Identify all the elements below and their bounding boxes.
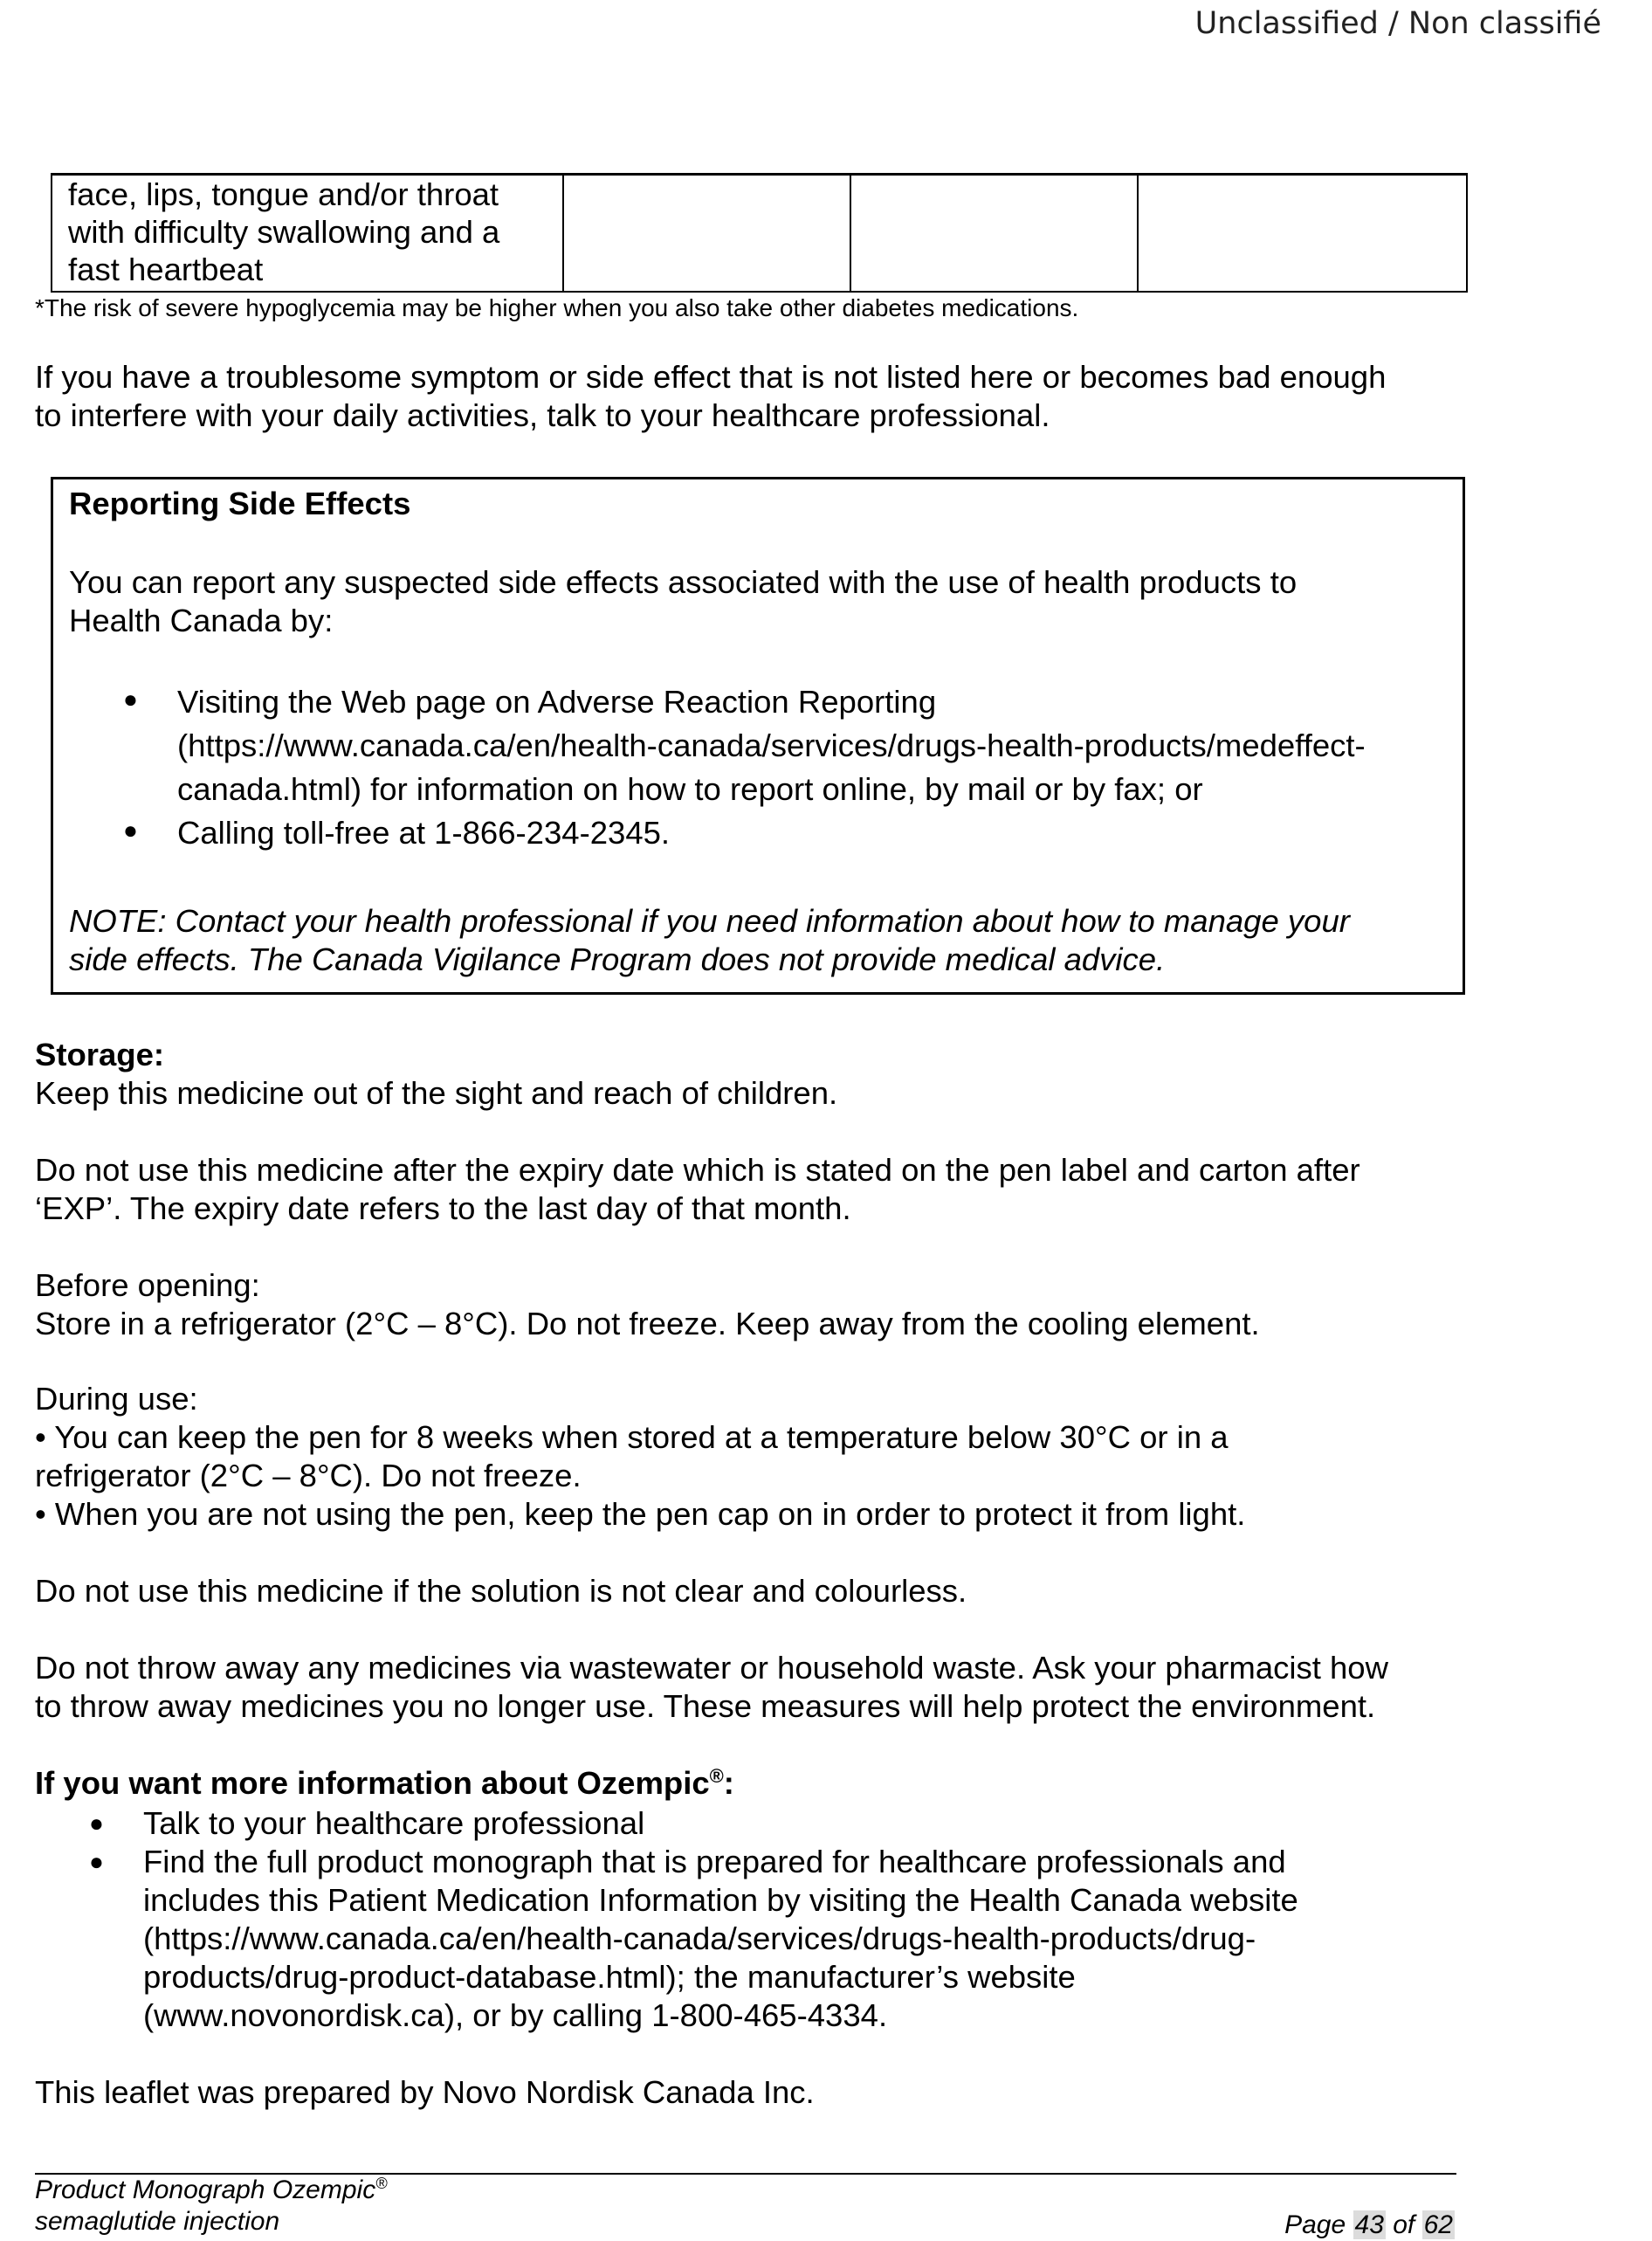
intro-line: If you have a troublesome symptom or side effect that is not listed here or becomes bad enough	[35, 359, 1387, 395]
storage-waste-line: to throw away medicines you no longer use. These measures will help protect the environment.	[35, 1688, 1376, 1724]
more-info-heading	[35, 1764, 1467, 1803]
intro-line: to interfere with your daily activities, talk to your healthcare professional.	[35, 397, 1050, 433]
during-use-line: • You can keep the pen for 8 weeks when stored at a temperature below 30°C or in a	[35, 1419, 1229, 1455]
during-use-section	[35, 1380, 1467, 1534]
bullet-icon: ●	[123, 686, 138, 713]
bullet-icon: ●	[89, 1848, 104, 1875]
reporting-note-line: NOTE: Contact your health professional if you need information about how to manage your	[69, 903, 1350, 939]
registered-mark: ®	[375, 2175, 388, 2192]
table-cell	[563, 175, 850, 293]
symptom-cell	[52, 175, 563, 293]
page-current: 43	[1354, 2210, 1384, 2239]
storage-waste-paragraph	[35, 1649, 1467, 1726]
list-item-line: Talk to your healthcare professional	[143, 1805, 645, 1841]
during-use-line: refrigerator (2°C – 8°C). Do not freeze.	[35, 1458, 582, 1493]
list-item-line: products/drug-product-database.html); the manufacturer’s website	[143, 1959, 1076, 1995]
before-opening-text: Store in a refrigerator (2°C – 8°C). Do not freeze. Keep away from the cooling element.	[35, 1306, 1260, 1341]
symptom-line: fast heartbeat	[68, 252, 264, 287]
storage-heading: Storage:	[35, 1037, 165, 1072]
page-of-label: of	[1393, 2210, 1415, 2239]
footer-product-line: semaglutide injection	[35, 2207, 280, 2236]
registered-mark: ®	[709, 1764, 724, 1787]
storage-expiry-paragraph	[35, 1151, 1467, 1228]
reporting-side-effects-box	[51, 477, 1465, 995]
storage-keep-text: Keep this medicine out of the sight and reach of children.	[35, 1075, 838, 1111]
reporting-title: Reporting Side Effects	[69, 486, 411, 521]
during-use-line: • When you are not using the pen, keep the pen cap on in order to protect it from light.	[35, 1496, 1246, 1532]
more-info-heading-colon: :	[723, 1765, 734, 1801]
classification-label: Unclassified / Non classifié	[1194, 6, 1601, 41]
table-cell	[1138, 175, 1467, 293]
list-item-line: canada.html) for information on how to report online, by mail or by fax; or	[177, 771, 1203, 807]
bullet-icon: ●	[89, 1810, 104, 1837]
storage-waste-line: Do not throw away any medicines via wastewater or household waste. Ask your pharmacist how	[35, 1650, 1388, 1686]
footer-product-line	[35, 2175, 387, 2206]
bullet-icon: ●	[123, 817, 138, 844]
reporting-note-line: side effects. The Canada Vigilance Program does not provide medical advice.	[69, 941, 1166, 977]
storage-expiry-line: Do not use this medicine after the expiry date which is stated on the pen label and carton after	[35, 1152, 1360, 1188]
page-label: Page	[1284, 2210, 1346, 2239]
footer-product-name: Product Monograph Ozempic	[35, 2175, 376, 2204]
list-item-line: Calling toll-free at 1-866-234-2345.	[177, 815, 671, 851]
during-use-label: During use:	[35, 1381, 198, 1417]
list-item-line: (www.novonordisk.ca), or by calling 1-800-465-4334.	[143, 1997, 888, 2033]
list-item-line: Find the full product monograph that is prepared for healthcare professionals and	[143, 1844, 1286, 1879]
footer-page-number	[1284, 2210, 1455, 2241]
prepared-by-text: This leaflet was prepared by Novo Nordisk Canada Inc.	[35, 2074, 815, 2110]
hypoglycemia-footnote: *The risk of severe hypoglycemia may be higher when you also take other diabetes medications.	[35, 294, 1079, 321]
intro-paragraph	[35, 358, 1467, 435]
footer-product-info	[35, 2175, 387, 2238]
before-opening-label: Before opening:	[35, 1267, 260, 1303]
storage-clear-text: Do not use this medicine if the solution is not clear and colourless.	[35, 1573, 967, 1609]
page-total: 62	[1423, 2210, 1453, 2239]
symptom-line: face, lips, tongue and/or throat	[68, 176, 499, 212]
reporting-intro-line: Health Canada by:	[69, 603, 334, 638]
list-item-line: Visiting the Web page on Adverse Reaction Reporting	[177, 684, 937, 720]
reporting-intro-line: You can report any suspected side effects associated with the use of health products to	[69, 564, 1298, 600]
list-item-line: (https://www.canada.ca/en/health-canada/services/drugs-health-products/drug-	[143, 1920, 1256, 1956]
symptom-line: with difficulty swallowing and a	[68, 214, 500, 250]
side-effects-table-continued	[51, 173, 1468, 293]
list-item-line: includes this Patient Medication Information by visiting the Health Canada website	[143, 1882, 1298, 1918]
list-item-line: (https://www.canada.ca/en/health-canada/services/drugs-health-products/medeffect-	[177, 727, 1366, 763]
more-info-heading-text: If you want more information about Ozempic	[35, 1765, 710, 1801]
storage-expiry-line: ‘EXP’. The expiry date refers to the last day of that month.	[35, 1190, 851, 1226]
table-cell	[850, 175, 1138, 293]
